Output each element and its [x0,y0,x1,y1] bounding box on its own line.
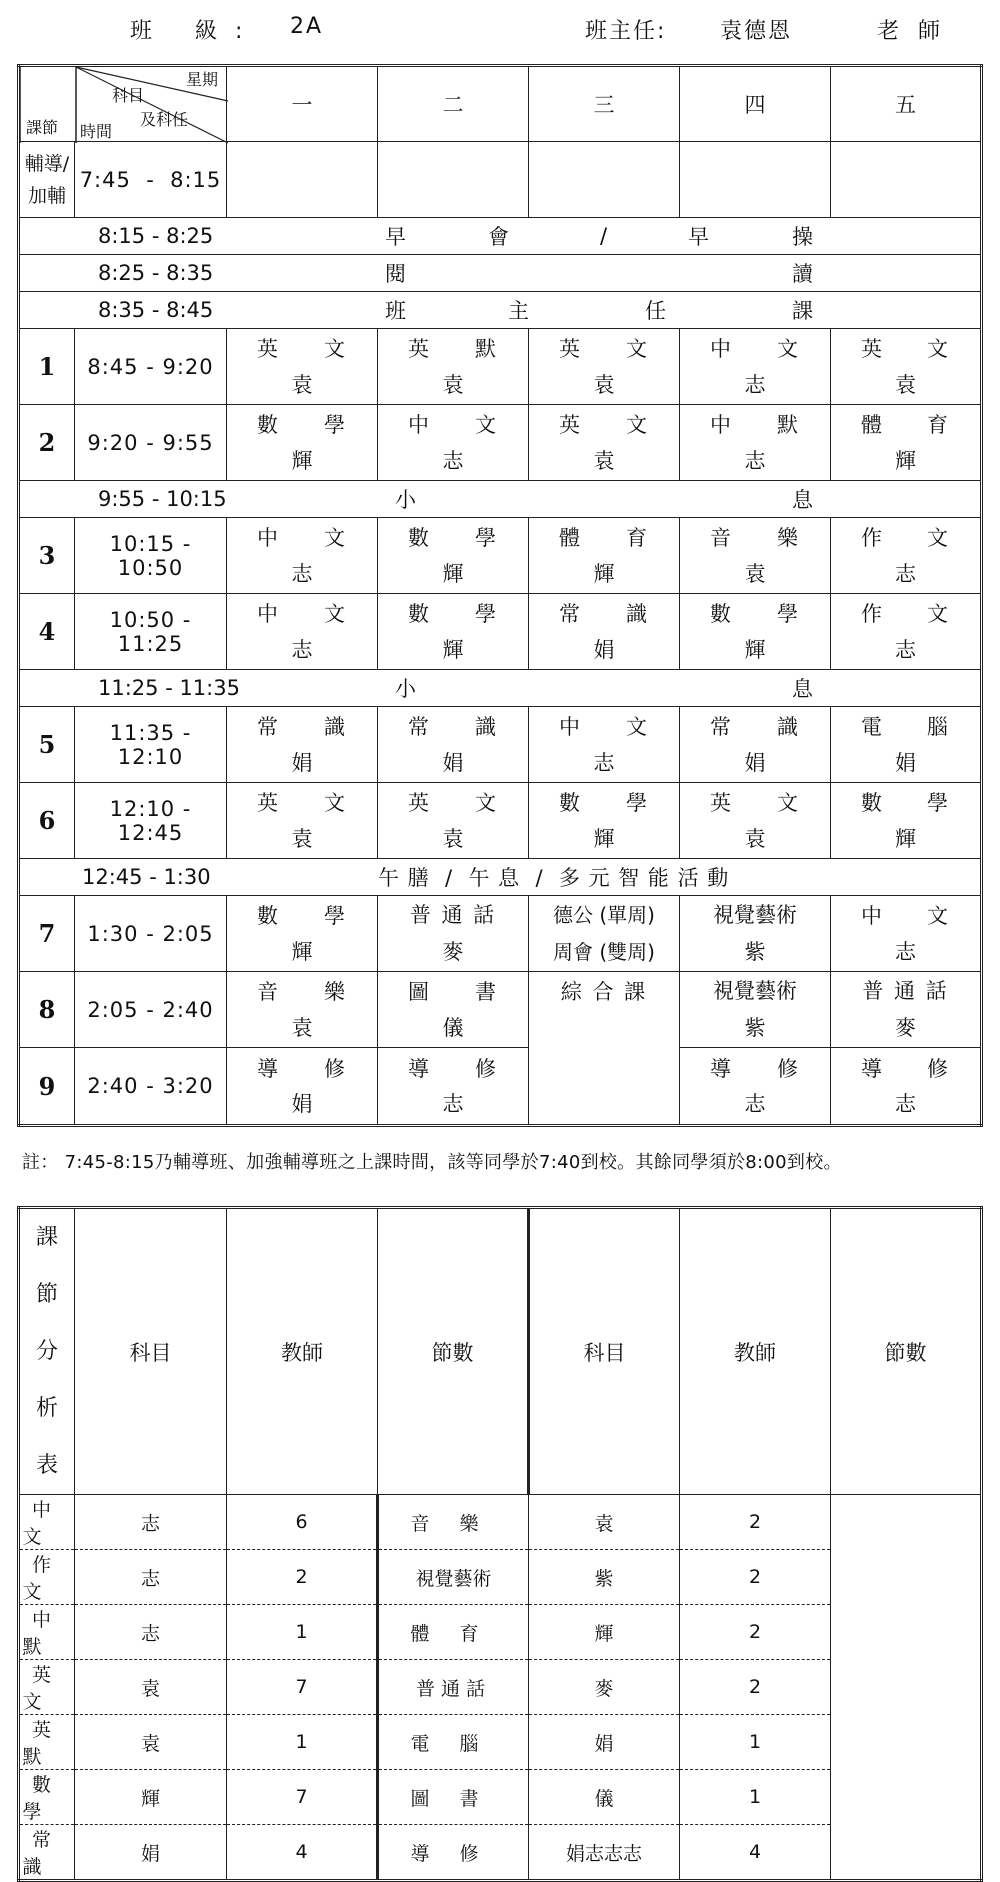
teacher-name: 輝 [744,637,766,662]
analysis-row [19,1660,982,1715]
lesson-cell: 導 修 志 [831,1048,982,1126]
header-subject: 科目 [529,1208,680,1495]
subject-name: 中默 [19,1605,75,1660]
period-row-6 [19,783,982,859]
lesson-count: 1 [227,1715,378,1770]
subject-char: 電 [861,715,884,739]
teacher-name: 袁 [593,372,615,397]
lesson-cell: 視覺藝術 紫 [680,896,831,972]
teacher-name: 袁 [291,372,313,397]
subject-char: 作 [861,526,884,550]
teacher-name: 袁 [744,826,766,851]
subject-char: 英 [559,337,582,361]
period-row-9 [19,1048,982,1126]
tutorial-label: 輔導/ 加輔 [19,142,75,218]
lesson-cell [831,518,982,594]
subject-char: 文 [475,413,498,437]
teacher-name: 輝 [75,1770,227,1825]
subject-char: 學 [777,602,800,626]
lesson-cell: 中 文 志 [831,896,982,972]
subject-char: 文 [324,791,347,815]
teacher-name: 志 [593,750,615,775]
period-number: 2 [19,405,75,481]
subject-char: 育 [626,526,649,550]
lesson-cell-integrated: 綜 合 課 [529,972,680,1126]
lesson-count: 1 [227,1605,378,1660]
band-recess-2: 11:25 - 11:35 小 息 [19,670,982,707]
lesson-cell [831,405,982,481]
corner-period-label: 課節 [26,118,59,137]
lesson-count: 2 [227,1550,378,1605]
teacher-name: 娟 [895,750,916,775]
subject-char: 數 [408,602,431,626]
subject-char: 文 [626,337,649,361]
teacher-name: 志 [291,637,313,662]
lesson-cell [680,594,831,670]
band-recess-1: 9:55 - 10:15 小 息 [19,481,982,518]
subject-char: 常 [710,715,733,739]
teacher-name: 娟 [291,750,313,775]
analysis-side-label: 課 節 分 析 表 [19,1208,75,1495]
subject-char: 中 [257,526,280,550]
period-time: 9:20 - 9:55 [75,405,227,481]
teacher-name: 輝 [442,637,464,662]
subject-name: 中文 [19,1495,75,1550]
subject-name: 常識 [19,1825,75,1881]
day-header-wed: 三 [529,66,680,142]
lesson-cell [529,594,680,670]
subject-char: 文 [324,602,347,626]
corner-time-label: 時間 [80,122,113,141]
lesson-cell: 導 修 志 [680,1048,831,1126]
teacher-name: 志 [75,1550,227,1605]
subject-char: 文 [777,337,800,361]
tutorial-cell [529,142,680,218]
lesson-cell [680,783,831,859]
subject-char: 英 [861,337,884,361]
subject-char: 文 [927,602,950,626]
teacher-name: 志 [895,561,916,586]
teacher-name: 娟 [529,1715,680,1770]
subject-char: 數 [710,602,733,626]
corner-teacher-label: 及科任 [140,110,189,129]
subject-char: 中 [408,413,431,437]
period-row-2 [19,405,982,481]
subject-char: 樂 [777,526,800,550]
lesson-cell [378,329,529,405]
period-time: 12:10 - 12:45 [75,783,227,859]
subject-char: 學 [626,791,649,815]
subject-char: 識 [475,715,498,739]
teacher-name: 袁 [895,372,916,397]
day-header-fri: 五 [831,66,982,142]
subject-char: 英 [408,337,431,361]
period-number: 7 [19,896,75,972]
teacher-name: 儀 [529,1770,680,1825]
lesson-cell: 導 修 娟 [227,1048,378,1126]
lesson-cell [680,518,831,594]
form-teacher-name: 袁德恩 [720,19,793,44]
lesson-cell [680,707,831,783]
lesson-cell [831,783,982,859]
subject-char: 學 [324,413,347,437]
teacher-name: 輝 [291,448,313,473]
subject-char: 英 [559,413,582,437]
subject-char: 學 [475,602,498,626]
subject-char: 育 [927,413,950,437]
class-label: 班 級: [130,19,261,44]
lesson-cell [227,518,378,594]
subject-char: 文 [927,337,950,361]
lesson-cell [227,594,378,670]
lesson-cell [378,405,529,481]
subject-char: 學 [475,526,498,550]
lesson-count: 4 [227,1825,378,1881]
subject-name: 數學 [19,1770,75,1825]
band-reading: 8:25 - 8:35 閱 讀 [19,255,982,292]
footnote: 註： 7:45-8:15乃輔導班、加強輔導班之上課時間，該等同學於7:40到校。其餘同學須於8:00到校。 [22,1152,842,1173]
timetable-header-row [19,66,982,142]
subject-name: 電腦 [378,1715,529,1770]
subject-char: 英 [408,791,431,815]
subject-name: 作文 [19,1550,75,1605]
header-count: 節數 [831,1208,982,1495]
subject-char: 識 [626,602,649,626]
teacher-name: 志 [895,637,916,662]
subject-char: 數 [861,791,884,815]
teacher-name: 袁 [529,1495,680,1550]
teacher-name: 志 [744,372,766,397]
teacher-name: 袁 [744,561,766,586]
period-time: 2:05 - 2:40 [75,972,227,1048]
lesson-cell [529,405,680,481]
subject-char: 學 [927,791,950,815]
period-time: 10:50 - 11:25 [75,594,227,670]
lesson-cell [227,329,378,405]
teacher-name: 麥 [529,1660,680,1715]
teacher-name: 輝 [442,561,464,586]
corner-subject-label: 科目 [112,86,145,105]
form-teacher-label: 班主任: [585,19,667,44]
teacher-name: 輝 [593,561,615,586]
subject-char: 常 [559,602,582,626]
lesson-count: 6 [227,1495,378,1550]
subject-char: 腦 [927,715,950,739]
band-assembly: 8:15 - 8:25 早 會 / 早 操 [19,218,982,255]
teacher-name: 袁 [442,826,464,851]
subject-name: 圖書 [378,1770,529,1825]
header-teacher: 教師 [227,1208,378,1495]
subject-name: 普通話 [378,1660,529,1715]
subject-char: 默 [475,337,498,361]
lesson-count: 2 [680,1605,831,1660]
period-number: 6 [19,783,75,859]
period-time: 10:15 - 10:50 [75,518,227,594]
header-count: 節數 [378,1208,529,1495]
teacher-name: 紫 [529,1550,680,1605]
class-value: 2A [290,14,324,39]
analysis-row [19,1495,982,1550]
subject-char: 識 [324,715,347,739]
teacher-name: 娟 [75,1825,227,1881]
subject-char: 中 [559,715,582,739]
period-row-4 [19,594,982,670]
day-header-tue: 二 [378,66,529,142]
lesson-count: 1 [680,1770,831,1825]
period-number: 8 [19,972,75,1048]
teacher-name: 志 [442,448,464,473]
timetable [17,64,983,1127]
period-time: 1:30 - 2:05 [75,896,227,972]
lesson-cell [831,594,982,670]
subject-char: 文 [777,791,800,815]
period-number: 1 [19,329,75,405]
subject-name: 導修 [378,1825,529,1881]
tutorial-cell [227,142,378,218]
lesson-cell [378,594,529,670]
subject-char: 文 [475,791,498,815]
subject-char: 中 [710,413,733,437]
subject-char: 英 [257,791,280,815]
subject-char: 英 [257,337,280,361]
analysis-row [19,1605,982,1660]
analysis-row [19,1770,982,1825]
subject-char: 識 [777,715,800,739]
subject-name: 英默 [19,1715,75,1770]
lesson-cell: 音 樂 袁 [227,972,378,1048]
teacher-suffix: 老 師 [877,19,946,44]
lesson-cell [227,707,378,783]
band-class-teacher: 8:35 - 8:45 班 主 任 課 [19,292,982,329]
subject-name: 體育 [378,1605,529,1660]
teacher-name: 娟志志志 [529,1825,680,1881]
period-number: 9 [19,1048,75,1126]
lesson-cell: 普 通 話 麥 [831,972,982,1048]
subject-char: 體 [861,413,884,437]
lesson-count: 7 [227,1660,378,1715]
teacher-name: 袁 [291,826,313,851]
lesson-count: 2 [680,1550,831,1605]
subject-char: 常 [257,715,280,739]
teacher-name: 袁 [75,1660,227,1715]
tutorial-time: 7:45 - 8:15 [75,142,227,218]
lesson-analysis-table [17,1206,983,1882]
header-teacher: 教師 [680,1208,831,1495]
lesson-cell: 德公 (單周) 周會 (雙周) [529,896,680,972]
subject-char: 文 [927,526,950,550]
lesson-cell: 導 修 志 [378,1048,529,1126]
lesson-cell [227,783,378,859]
teacher-name: 輝 [895,826,916,851]
subject-char: 中 [710,337,733,361]
subject-char: 數 [559,791,582,815]
subject-char: 數 [408,526,431,550]
teacher-name: 輝 [593,826,615,851]
analysis-header-row [19,1208,982,1495]
lesson-count: 1 [680,1715,831,1770]
teacher-name: 袁 [75,1715,227,1770]
lesson-cell [378,518,529,594]
day-header-thu: 四 [680,66,831,142]
subject-char: 默 [777,413,800,437]
teacher-name: 娟 [593,637,615,662]
lesson-count: 2 [680,1660,831,1715]
period-row-3 [19,518,982,594]
header-subject: 科目 [75,1208,227,1495]
teacher-name: 志 [75,1605,227,1660]
teacher-name: 袁 [593,448,615,473]
teacher-name: 志 [75,1495,227,1550]
teacher-name: 輝 [895,448,916,473]
lesson-count: 4 [680,1825,831,1881]
subject-char: 體 [559,526,582,550]
lesson-cell [227,405,378,481]
subject-name: 英文 [19,1660,75,1715]
lesson-count: 2 [680,1495,831,1550]
teacher-name: 志 [744,448,766,473]
subject-char: 文 [324,337,347,361]
period-time: 2:40 - 3:20 [75,1048,227,1126]
analysis-row [19,1715,982,1770]
lesson-cell [529,518,680,594]
analysis-row [19,1825,982,1881]
analysis-row [19,1550,982,1605]
subject-name: 音樂 [378,1495,529,1550]
teacher-name: 娟 [442,750,464,775]
lesson-cell [680,405,831,481]
tutorial-row [19,142,982,218]
period-row-5 [19,707,982,783]
period-time: 8:45 - 9:20 [75,329,227,405]
lesson-cell [529,783,680,859]
corner-weekday-label: 星期 [186,70,219,89]
subject-char: 文 [324,526,347,550]
subject-char: 作 [861,602,884,626]
lesson-cell: 圖 書 儀 [378,972,529,1048]
lesson-cell [378,707,529,783]
period-row-1 [19,329,982,405]
subject-name: 視覺藝術 [378,1550,529,1605]
tutorial-cell [680,142,831,218]
subject-char: 中 [257,602,280,626]
period-number: 3 [19,518,75,594]
lesson-cell [378,783,529,859]
tutorial-cell [378,142,529,218]
subject-char: 文 [626,715,649,739]
corner-cell [19,66,227,142]
band-lunch: 12:45 - 1:30 午 膳 / 午 息 / 多 元 智 能 活 動 [19,859,982,896]
subject-char: 音 [710,526,733,550]
subject-char: 常 [408,715,431,739]
period-row-7 [19,896,982,972]
teacher-name: 志 [291,561,313,586]
subject-char: 文 [626,413,649,437]
teacher-name: 娟 [744,750,766,775]
day-header-mon: 一 [227,66,378,142]
lesson-cell [831,707,982,783]
lesson-cell [529,707,680,783]
lesson-cell [680,329,831,405]
lesson-cell [831,329,982,405]
lesson-cell: 普 通 話 麥 [378,896,529,972]
subject-char: 英 [710,791,733,815]
period-row-8 [19,972,982,1048]
lesson-cell: 數 學 輝 [227,896,378,972]
lesson-cell: 視覺藝術 紫 [680,972,831,1048]
period-number: 5 [19,707,75,783]
period-time: 11:35 - 12:10 [75,707,227,783]
period-number: 4 [19,594,75,670]
tutorial-cell [831,142,982,218]
lesson-cell [529,329,680,405]
teacher-name: 袁 [442,372,464,397]
subject-char: 數 [257,413,280,437]
lesson-count: 7 [227,1770,378,1825]
teacher-name: 輝 [529,1605,680,1660]
